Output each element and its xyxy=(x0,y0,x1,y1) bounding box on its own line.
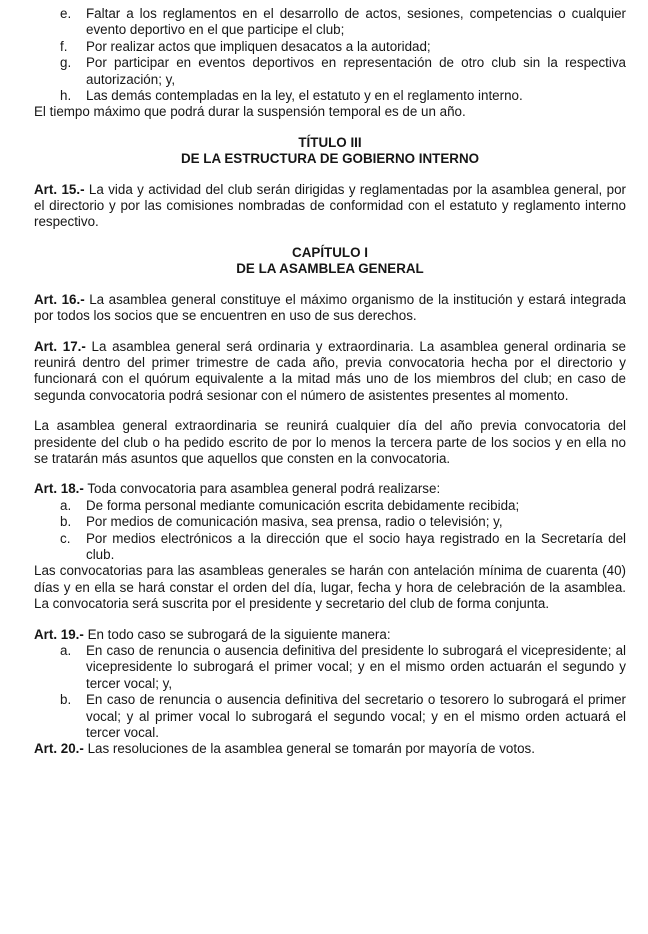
list-item-text: Las demás contempladas en la ley, el estatuto y en el reglamento interno. xyxy=(86,88,523,104)
list-marker: g. xyxy=(60,55,72,71)
article-label: Art. 17.- xyxy=(34,338,86,354)
list-item xyxy=(34,498,626,514)
capitulo-number: CAPÍTULO I xyxy=(292,244,368,260)
list-item xyxy=(34,514,626,530)
article-label: Art. 20.- xyxy=(34,741,84,757)
article-label: Art. 19.- xyxy=(34,626,84,642)
article-20 xyxy=(34,741,626,757)
titulo-number: TÍTULO III xyxy=(298,134,362,150)
list-item-text: En caso de renuncia o ausencia definitiva del presidente lo subrogará el vicepresidente; al vicepresidente lo subrogará el primer vocal; y en el mismo orden actuarán el segundo y tercer vocal; y, xyxy=(86,643,626,691)
convocatorias-paragraph: Las convocatorias para las asambleas generales se harán con antelación mínima de cuarenta (40) días y en ella se hará constar el orden del día, lugar, fecha y hora de celebración de la asamblea. La convocatoria será suscrita por el presidente y secretario del club de forma conjunta. xyxy=(34,563,626,612)
list-marker: e. xyxy=(60,6,72,21)
list-marker: f. xyxy=(60,38,68,54)
titulo-heading xyxy=(34,135,626,168)
list-marker: h. xyxy=(60,88,72,104)
article-text: En todo caso se subrogará de la siguiente manera: xyxy=(83,626,391,642)
article-16 xyxy=(34,292,626,325)
article-19 xyxy=(34,627,626,643)
list-item-text: Por medios electrónicos a la dirección que el socio haya registrado en la Secretaría del club. xyxy=(86,530,626,562)
subrogation-list xyxy=(34,643,626,741)
list-marker: c. xyxy=(60,530,71,546)
list-item-text: De forma personal mediante comunicación escrita debidamente recibida; xyxy=(86,497,520,513)
list-marker: a. xyxy=(60,497,72,513)
article-18 xyxy=(34,481,626,497)
article-text: Las resoluciones de la asamblea general se tomarán por mayoría de votos. xyxy=(83,741,535,757)
suspension-paragraph: El tiempo máximo que podrá durar la suspensión temporal es de un año. xyxy=(34,104,466,120)
article-text: La asamblea general constituye el máximo organismo de la institución y estará integrada por todos los socios que se encuentren en uso de sus derechos. xyxy=(34,291,626,324)
article-text: Toda convocatoria para asamblea general podrá realizarse: xyxy=(83,481,441,497)
list-item xyxy=(34,39,626,55)
article-label: Art. 15.- xyxy=(34,181,85,197)
article-text: La asamblea general será ordinaria y extraordinaria. La asamblea general ordinaria se reunirá dentro del primer trimestre de cada año, previa convocatoria hecha por el directorio y funcionará con el quórum equivalente a la mitad más uno de los miembros del club; en caso de segunda convocatoria podrá sesionar con el número de asistentes presentes al momento. xyxy=(34,338,626,403)
extraordinaria-paragraph: La asamblea general extraordinaria se reunirá cualquier día del año previa convocatoria del presidente del club o ha pedido escrito de por lo menos la tercera parte de los socios y en ella no se tratarán más asuntos que aquellos que consten en la convocatoria. xyxy=(34,418,626,466)
list-item xyxy=(34,88,626,104)
list-item xyxy=(34,531,626,564)
article-15 xyxy=(34,182,626,231)
list-item-text: Por participar en eventos deportivos en representación de otro club sin la respectiva autorización; y, xyxy=(86,55,626,87)
capitulo-name: DE LA ASAMBLEA GENERAL xyxy=(236,261,424,277)
list-item xyxy=(34,55,626,88)
capitulo-heading xyxy=(34,245,626,278)
list-marker: b. xyxy=(60,514,72,530)
list-marker: a. xyxy=(60,643,72,658)
list-item-text: Por realizar actos que impliquen desacatos a la autoridad; xyxy=(86,38,431,54)
article-label: Art. 18.- xyxy=(34,481,84,497)
article-17 xyxy=(34,339,626,405)
article-label: Art. 16.- xyxy=(34,291,85,307)
list-item-text: Por medios de comunicación masiva, sea prensa, radio o televisión; y, xyxy=(86,514,503,530)
titulo-name: DE LA ESTRUCTURA DE GOBIERNO INTERNO xyxy=(180,151,480,167)
list-item-text: Faltar a los reglamentos en el desarrollo de actos, sesiones, competencias o cualquier evento deportivo en el que participe el club; xyxy=(86,6,626,38)
article-text: La vida y actividad del club serán dirigidas y reglamentadas por la asamblea general, por el directorio y por las comisiones nombradas de conformidad con el estatuto y reglamento interno respectivo. xyxy=(34,181,627,230)
list-item xyxy=(34,6,626,39)
list-item xyxy=(34,692,626,741)
sanctions-list xyxy=(34,6,626,104)
list-item-text: En caso de renuncia o ausencia definitiva del secretario o tesorero lo subrogará el primer vocal; y al primer vocal lo subrogará el segundo vocal; y en el mismo orden actuará el tercer vocal. xyxy=(86,692,626,741)
list-marker: b. xyxy=(60,692,72,708)
list-item xyxy=(34,643,626,692)
convocatoria-list xyxy=(34,498,626,564)
